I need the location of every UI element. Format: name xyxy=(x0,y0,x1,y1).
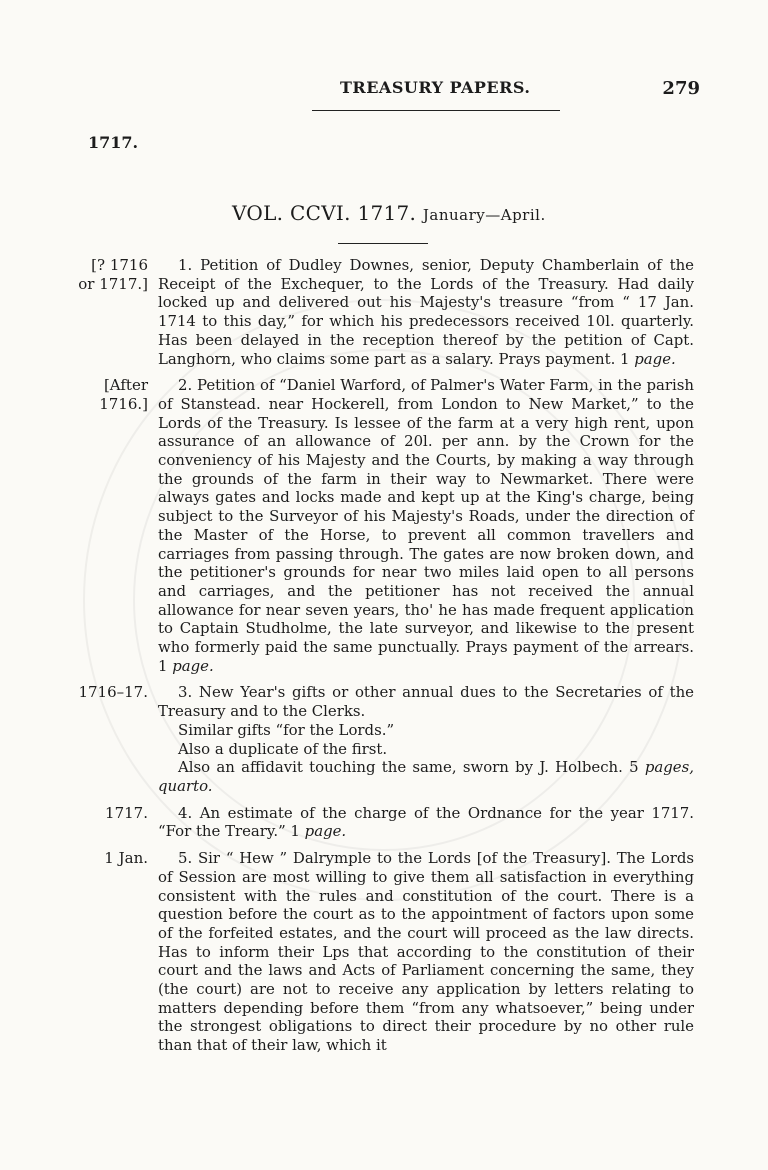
entry-text: 2. Petition of “Daniel Warford, of Palmer's Water Farm, in the parish of Stanstead. near Hockerell, from London to New Market,” to the Lords of the Treasury. Is lessee of the farm at a very high rent, upon assurance of an allowance of 20l. per ann. by the Crown for the conveniency of his Majesty and the Courts, by making a way through the grounds of the farm in their way to Newmarket. There were always gates and locks made and kept up at the King's charge, being subject to the Surveyor of his Majesty's Roads, under the direction of the Master of the Horse, to prevent all common travellers and carriages from passing through. The gates are now broken down, and the petitioner's grounds for near two miles laid open to all persons and carriages, and the petitioner has not received the annual allowance for near seven years, tho' he has made frequent application to Captain Studholme, the late surveyor, and likewise to the present who formerly paid the same punctually. Prays payment of the arrears. 1 page. xyxy=(158,376,694,675)
volume-title xyxy=(232,201,546,225)
entry-date: [? 1716 or 1717.] xyxy=(78,256,148,293)
entry-date: 1716–17. xyxy=(78,683,148,702)
entry-4 xyxy=(0,804,768,841)
title-rule xyxy=(338,243,428,244)
entry-date: 1717. xyxy=(105,803,148,822)
entry-5 xyxy=(0,849,768,1055)
running-head xyxy=(0,78,768,108)
entry-3 xyxy=(0,683,768,795)
entry-text: 5. Sir “ Hew ” Dalrymple to the Lords [of the Treasury]. The Lords of Session are most willing to give them all satisfaction in everything consistent with the rules and constitution of the court. There is a question before the court as to the appointment of factors upon some of the forfeited estates, and the court will proceed as the law directs. Has to inform their Lps that according to the constitution of their court and the laws and Acts of Parliament concerning the same, they (the court) are not to receive any application by letters relating to matters depending before them “from any whatsoever,” being under the strongest obligations to direct their procedure by no other rule than that of their law, which it xyxy=(158,849,694,1055)
header-rule xyxy=(312,110,560,111)
entry-text: 3. New Year's gifts or other annual dues to the Secretaries of the Treasury and to the Clerks. Similar gifts “for the Lords.” Also a duplicate of the first. Also an affidavit touching the same, sworn by J. Holbech. 5 pages, quarto. xyxy=(158,683,694,795)
entries-list xyxy=(0,256,768,1063)
entry-date: [After 1716.] xyxy=(99,376,148,413)
entry-2 xyxy=(0,376,768,675)
entry-1 xyxy=(0,256,768,368)
entry-date: 1 Jan. xyxy=(104,849,148,868)
entry-text: 4. An estimate of the charge of the Ordnance for the year 1717. “For the Treary.” 1 page. xyxy=(158,803,694,841)
running-title: TREASURY PAPERS. xyxy=(340,78,531,97)
volume-prefix: VOL. CCVI. 1717. xyxy=(232,201,423,225)
entry-text: 1. Petition of Dudley Downes, senior, Deputy Chamberlain of the Receipt of the Exchequer, to the Lords of the Treasury. Had daily locked up and delivered out his Majesty's treasure “from “ 17 Jan. 1714 to this day,” for which his predecessors received 10l. quarterly. Has been delayed in the reception thereof by the petition of Capt. Langhorn, who claims some part as a salary. Prays payment. 1 page. xyxy=(158,256,694,368)
year-marker: 1717. xyxy=(88,133,139,152)
volume-months: January—April. xyxy=(422,206,546,224)
page-number: 279 xyxy=(662,78,700,99)
